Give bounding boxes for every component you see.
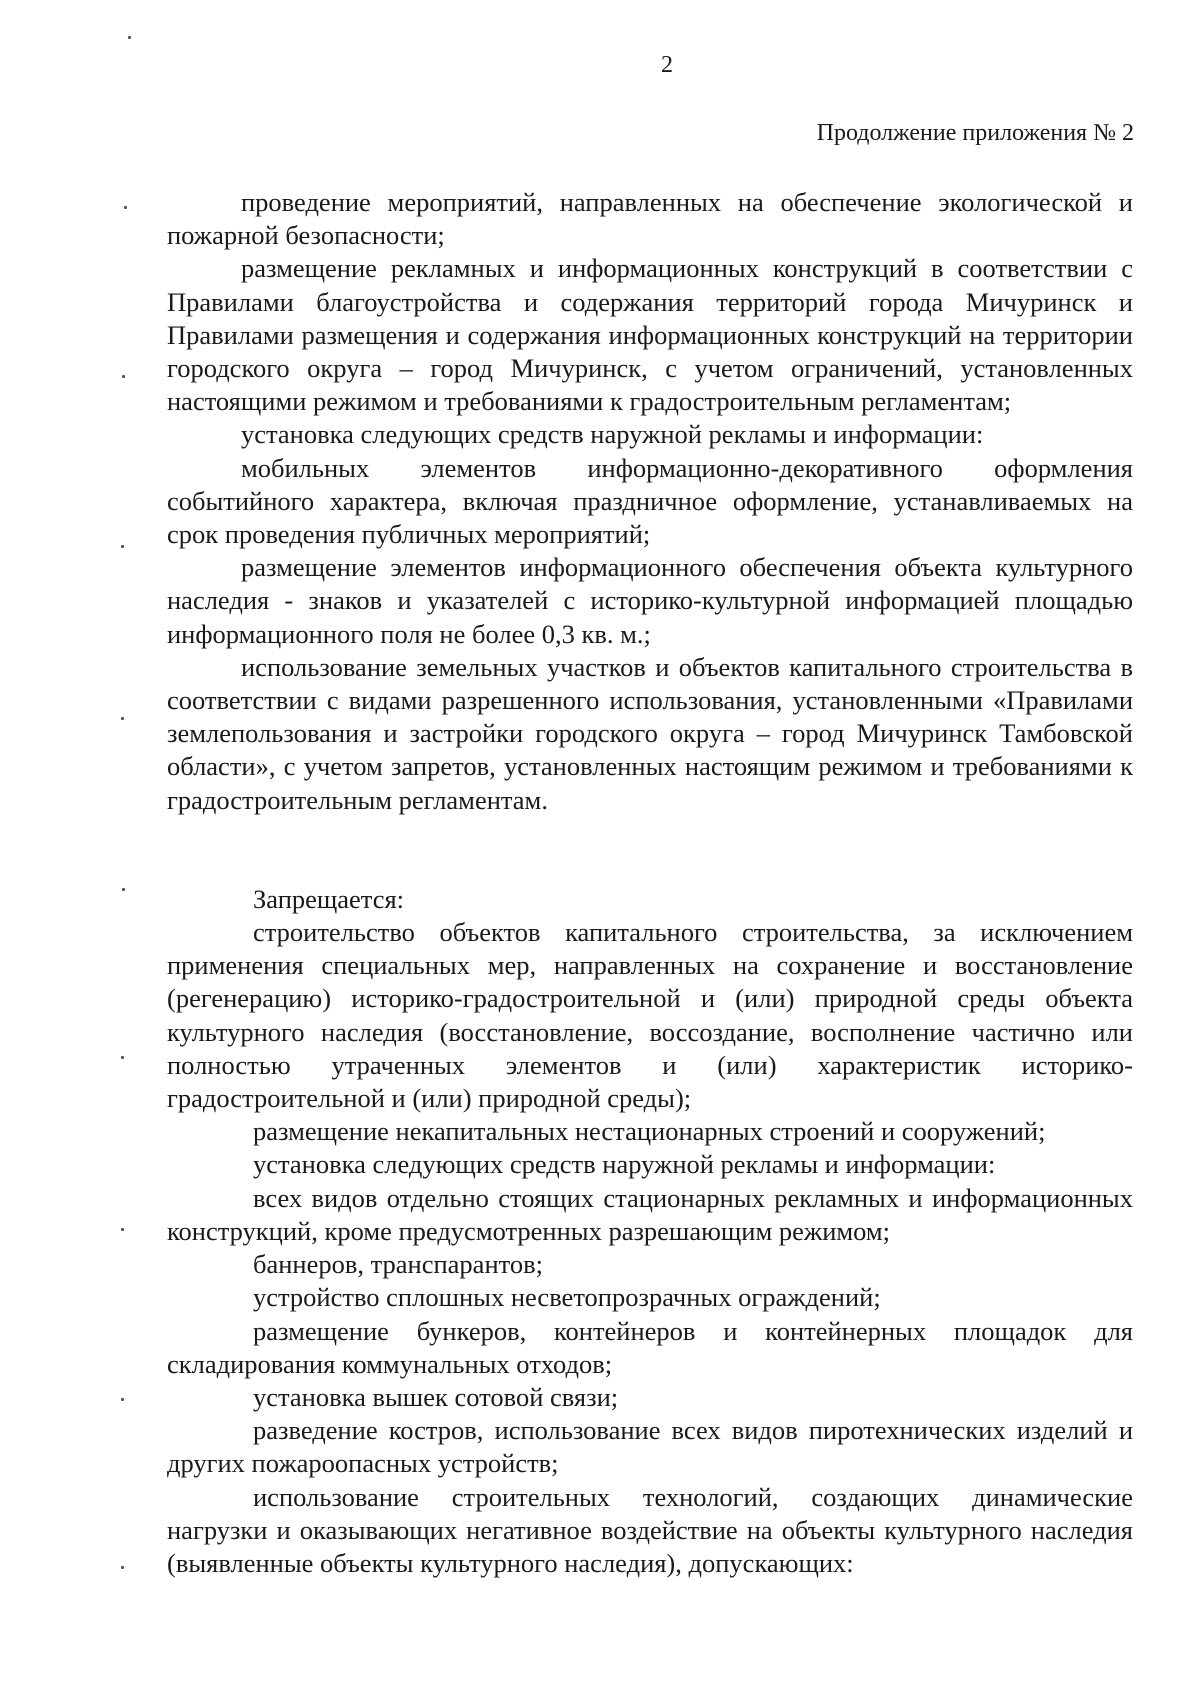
- paragraph: баннеров, транспарантов;: [253, 1249, 543, 1280]
- paragraph: установка вышек сотовой связи;: [253, 1381, 619, 1412]
- section-gap: [167, 817, 1133, 883]
- scan-speck: [121, 545, 124, 548]
- scan-speck: [124, 206, 127, 209]
- document-body: [167, 186, 1133, 1580]
- scan-speck: [121, 717, 124, 720]
- scan-speck: [122, 888, 125, 891]
- paragraph: установка следующих средств наружной рекламы и информации:: [241, 419, 984, 450]
- paragraph: установка следующих средств наружной рекламы и информации:: [253, 1149, 996, 1180]
- page-number: 2: [661, 52, 673, 78]
- scan-speck: [121, 1398, 124, 1401]
- scan-speck: [121, 1056, 124, 1059]
- scan-speck: [121, 1228, 124, 1231]
- scan-speck: [128, 36, 131, 39]
- paragraph: размещение некапитальных нестационарных строений и сооружений;: [253, 1116, 1046, 1147]
- paragraph: устройство сплошных несветопрозрачных ограждений;: [253, 1282, 881, 1313]
- paragraph: мобильных элементов информационно-декоративного оформления событийного характера, включая праздничное оформление, устанавливаемых на срок проведения публичных мероприятий;: [167, 452, 1133, 550]
- paragraph: размещение элементов информационного обеспечения объекта культурного наследия - знаков и указателей с историко-культурной информацией площадью информационного поля не более 0,3 кв. м.;: [167, 552, 1133, 649]
- section-heading: Запрещается:: [253, 883, 405, 914]
- paragraph: использование строительных технологий, создающих динамические нагрузки и оказывающих негативное воздействие на объекты культурного наследия (выявленные объекты культурного наследия), допускающих:: [167, 1481, 1133, 1578]
- paragraph: разведение костров, использование всех видов пиротехнических изделий и других пожароопасных устройств;: [167, 1415, 1133, 1479]
- paragraph: всех видов отдельно стоящих стационарных рекламных и информационных конструкций, кроме предусмотренных разрешающим режимом;: [167, 1182, 1133, 1246]
- continuation-header: Продолжение приложения № 2: [816, 120, 1134, 146]
- paragraph: размещение рекламных и информационных конструкций в соответствии с Правилами благоустройства и содержания территорий города Мичуринск и Правилами размещения и содержания информационных конструкций на территории городского округа – город Мичуринск, с учетом ограничений, установленных настоящими режимом и требованиями к градостроительным регламентам;: [167, 253, 1133, 417]
- paragraph: проведение мероприятий, направленных на обеспечение экологической и пожарной безопасности;: [167, 187, 1133, 251]
- paragraph: размещение бункеров, контейнеров и контейнерных площадок для складирования коммунальных отходов;: [167, 1315, 1133, 1379]
- paragraph: строительство объектов капитального строительства, за исключением применения специальных мер, направленных на сохранение и восстановление (регенерацию) историко-градостроительной и (или) природной среды объекта культурного наследия (восстановление, воссоздание, восполнение частично или полностью утраченных элементов и (или) характеристик историко-градостроительной и (или) природной среды);: [167, 917, 1133, 1114]
- scan-speck: [122, 375, 125, 378]
- scan-speck: [121, 1566, 124, 1569]
- paragraph: использование земельных участков и объектов капитального строительства в соответствии с видами разрешенного использования, установленными «Правилами землепользования и застройки городского округа – город Мичуринск Тамбовской области», с учетом запретов, установленных настоящим режимом и требованиями к градостроительным регламентам.: [167, 651, 1133, 815]
